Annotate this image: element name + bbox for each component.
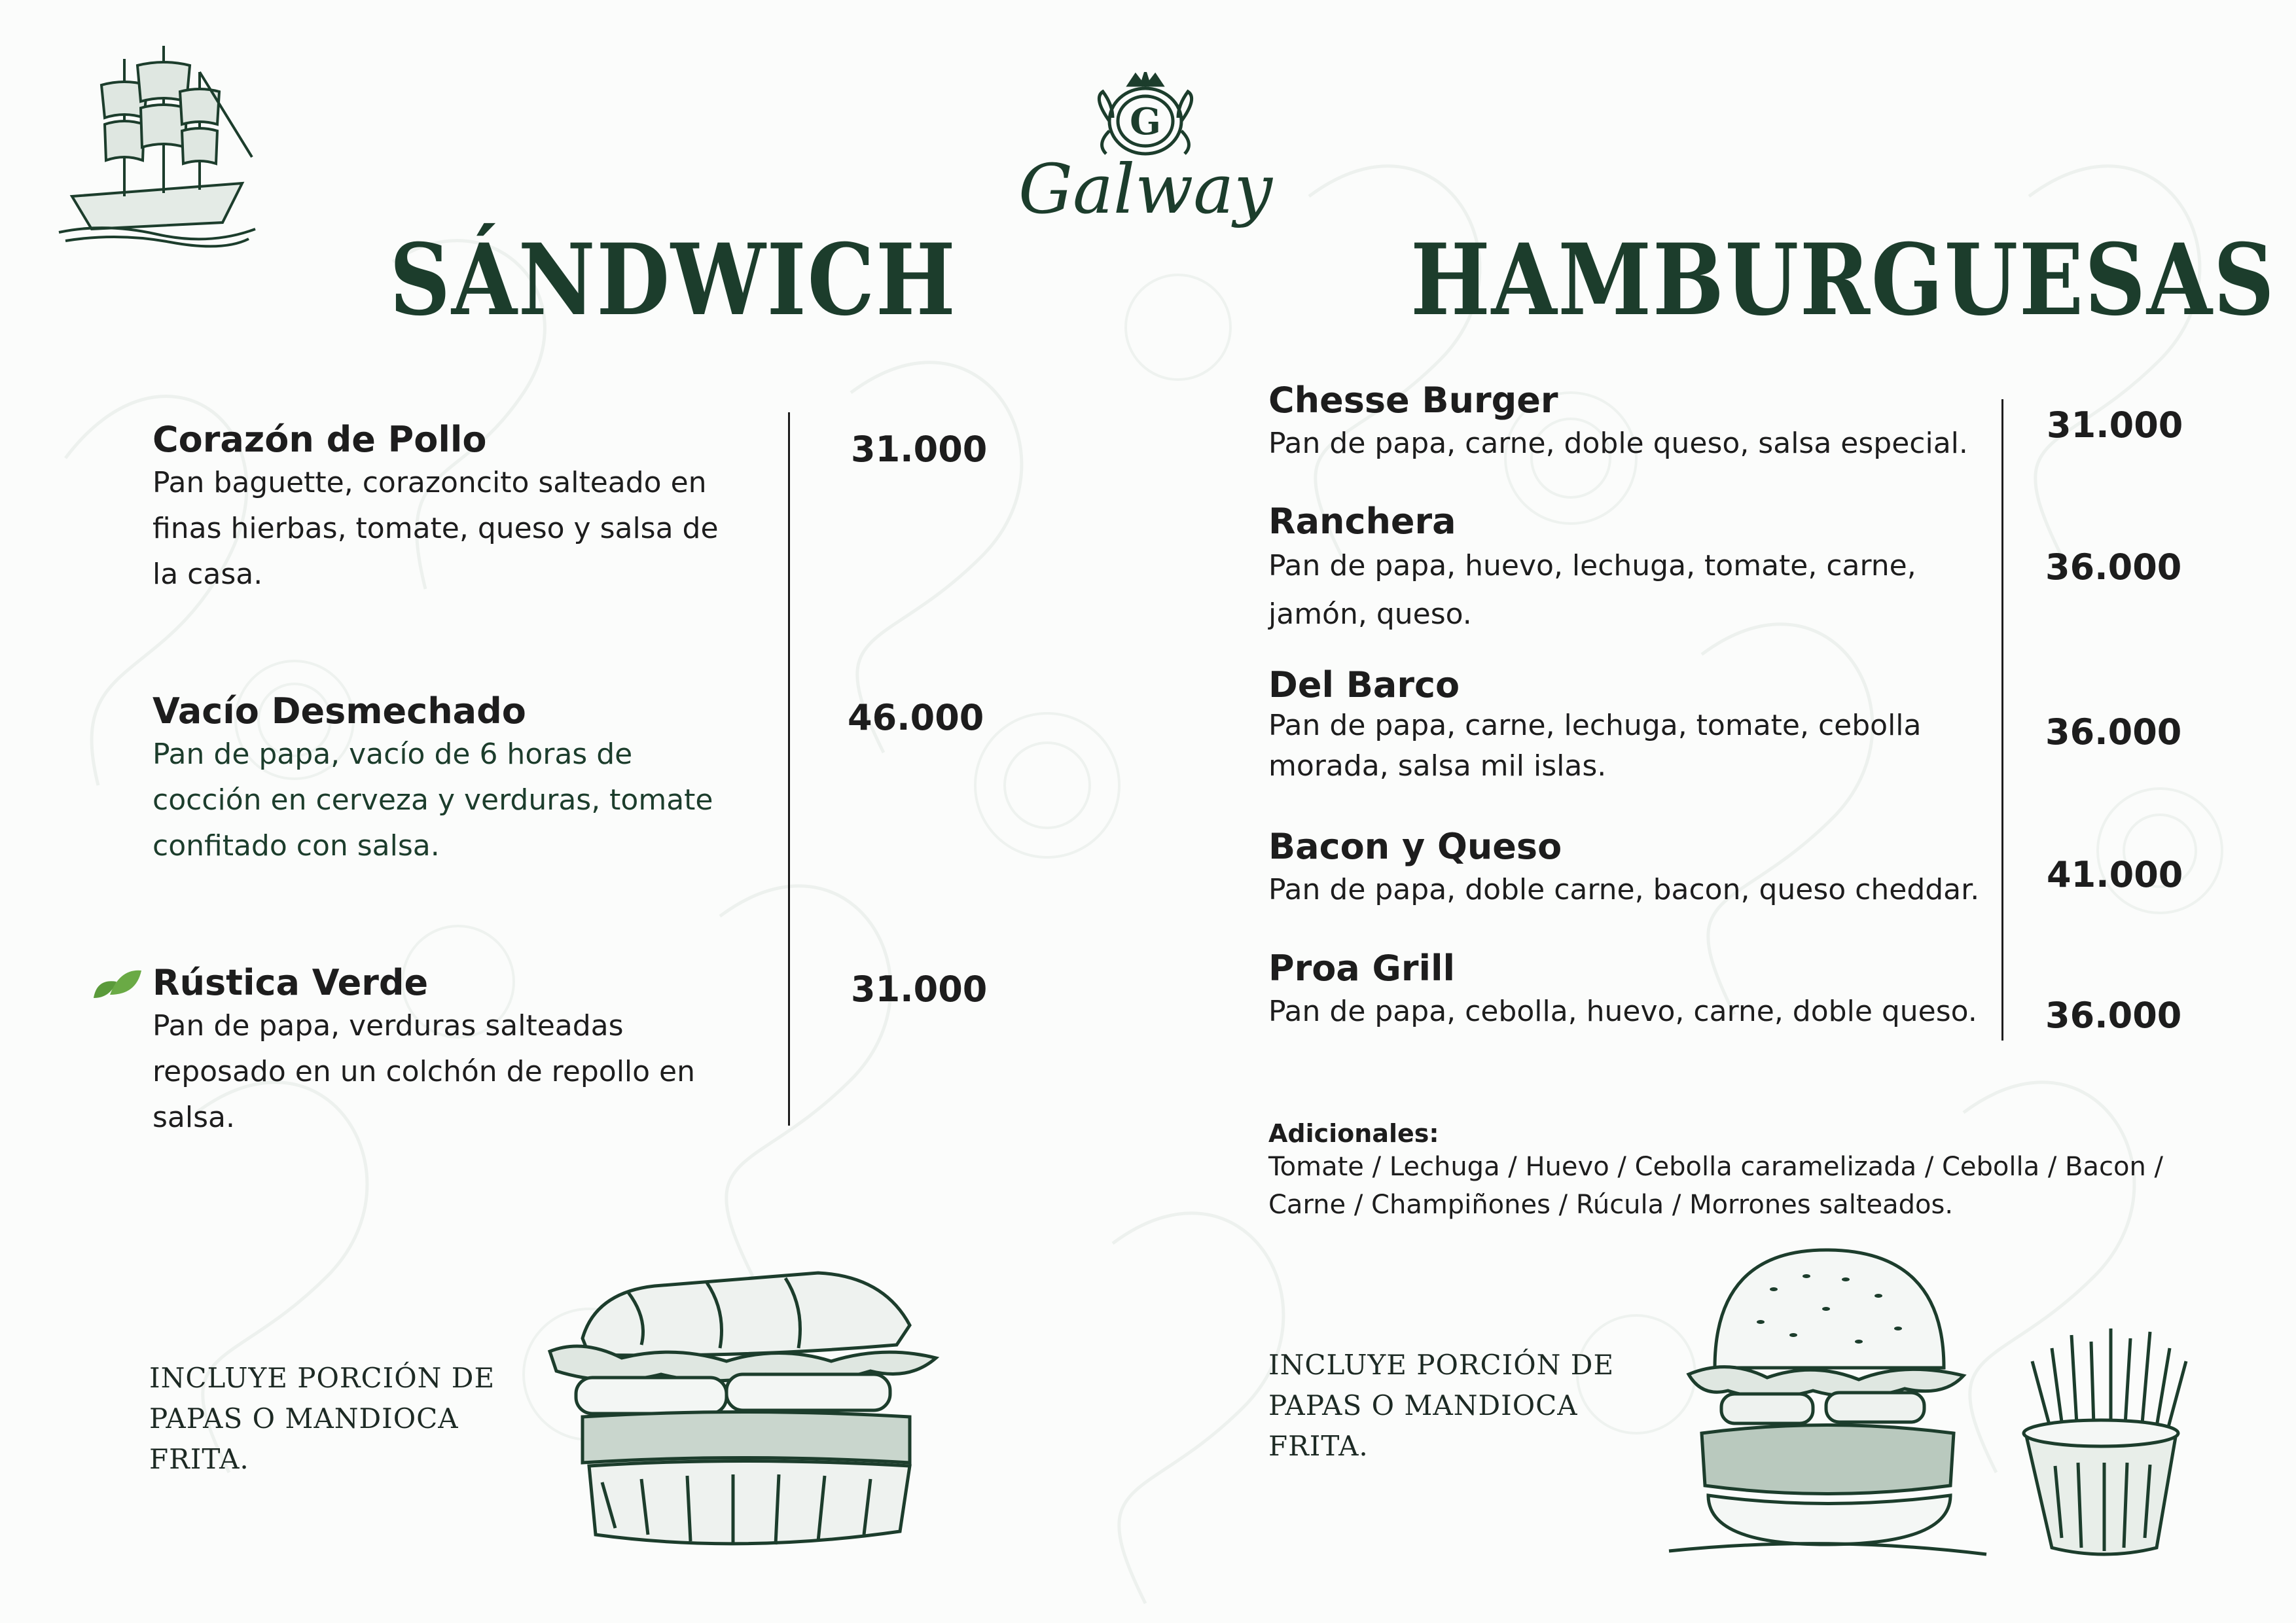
item-price: 46.000 — [848, 697, 984, 738]
item-price: 31.000 — [851, 429, 988, 470]
item-description: Pan de papa, vacío de 6 horas de cocción en cerveza y verduras, tomate confitado con salsa. — [152, 738, 713, 863]
menu-item — [1268, 948, 1988, 1035]
item-description: Pan de papa, verduras salteadas reposado en un colchón de repollo en salsa. — [152, 1009, 696, 1134]
sandwich-divider — [788, 412, 790, 1126]
item-name: Corazón de Pollo — [152, 419, 487, 460]
item-name: Chesse Burger — [1268, 380, 1558, 421]
menu-item — [1268, 826, 1988, 913]
item-name: Bacon y Queso — [1268, 826, 1562, 867]
menu-item — [152, 690, 728, 869]
crest-icon — [982, 72, 1309, 255]
item-name: Vacío Desmechado — [152, 690, 526, 732]
item-description: Pan de papa, carne, lechuga, tomate, cebolla morada, salsa mil islas. — [1268, 709, 1922, 783]
logo-wordmark: Galway — [1018, 149, 1273, 229]
item-name: Proa Grill — [1268, 948, 1456, 989]
item-price: 36.000 — [2045, 995, 2182, 1036]
menu-item — [152, 962, 728, 1141]
ship-illustration — [52, 33, 262, 249]
hamburguesas-divider — [2001, 399, 2003, 1041]
leaf-icon — [90, 965, 143, 1005]
adicionales-title: Adicionales: — [1268, 1119, 1439, 1148]
adicionales-list: Tomate / Lechuga / Huevo / Cebolla caramelizada / Cebolla / Bacon / Carne / Champiñones / Rúcula / Morrones salteados. — [1268, 1152, 2164, 1220]
item-price: 31.000 — [851, 969, 988, 1010]
side-note: INCLUYE PORCIÓN DE PAPAS O MANDIOCA FRITA. — [149, 1362, 495, 1475]
sandwich-illustration — [543, 1266, 949, 1574]
item-price: 41.000 — [2047, 854, 2183, 895]
item-description: Pan de papa, huevo, lechuga, tomate, carne, jamón, queso. — [1268, 549, 1916, 631]
menu-item — [1268, 380, 1988, 467]
item-price: 36.000 — [2045, 546, 2182, 588]
section-title-hamburguesas: HAMBURGUESAS — [1410, 223, 2276, 338]
item-description: Pan de papa, carne, doble queso, salsa especial. — [1268, 427, 1968, 460]
menu-item — [1268, 664, 1956, 787]
side-note: INCLUYE PORCIÓN DE PAPAS O MANDIOCA FRITA. — [1268, 1349, 1615, 1462]
section-title-sandwich: SÁNDWICH — [389, 223, 957, 338]
fries-illustration — [2000, 1322, 2202, 1571]
menu-item — [1268, 501, 1943, 639]
menu-item — [152, 419, 728, 597]
burger-illustration — [1662, 1237, 1990, 1564]
item-description: Pan baguette, corazoncito salteado en finas hierbas, tomate, queso y salsa de la casa. — [152, 466, 719, 591]
item-name: Ranchera — [1268, 501, 1456, 542]
item-name: Del Barco — [1268, 664, 1460, 705]
item-description: Pan de papa, doble carne, bacon, queso cheddar. — [1268, 873, 1980, 906]
item-price: 36.000 — [2045, 711, 2182, 753]
adicionales-block — [1268, 1119, 2185, 1224]
item-price: 31.000 — [2047, 404, 2183, 446]
item-name: Rústica Verde — [152, 962, 429, 1003]
logo-letter: G — [1130, 100, 1161, 143]
item-description: Pan de papa, cebolla, huevo, carne, doble queso. — [1268, 995, 1977, 1028]
brand-logo — [982, 72, 1309, 255]
